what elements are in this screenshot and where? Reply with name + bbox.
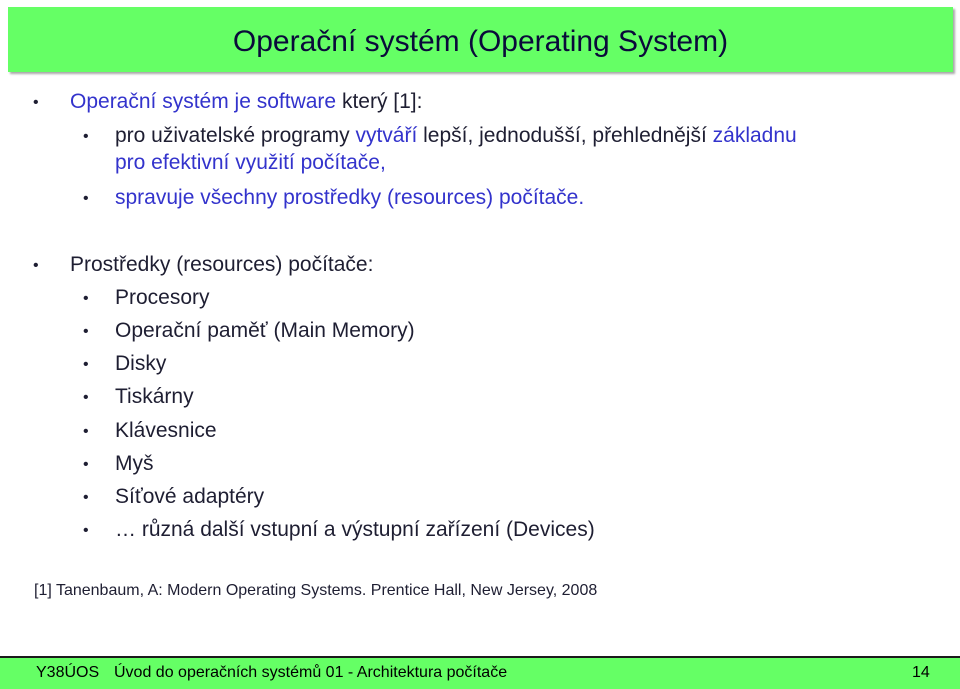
intro-highlight: Operační systém je software	[70, 90, 337, 113]
sub1-text-b: vytváří	[355, 124, 418, 147]
sub1-text-d: základnu	[712, 124, 797, 147]
bullet-dot: •	[83, 290, 89, 307]
resource-item: … různá další vstupní a výstupní zařízení (Devices)	[115, 518, 595, 541]
intro-line	[70, 90, 422, 114]
sub1-text-a: pro uživatelské programy	[115, 124, 356, 147]
bullet-dot: •	[83, 323, 89, 340]
title-bar	[8, 7, 953, 72]
footer-lecture-title: Úvod do operačních systémů 01 - Architektura počítače	[114, 664, 508, 681]
bullet-dot: •	[33, 94, 39, 111]
bullet-dot: •	[83, 389, 89, 406]
footer-page-number: 14	[912, 664, 930, 681]
sub-item-2: spravuje všechny prostředky (resources) počítače.	[115, 186, 585, 209]
footer-course-code: Y38ÚOS	[36, 664, 100, 681]
bullet-dot: •	[83, 356, 89, 373]
bullet-dot: •	[83, 423, 89, 440]
footer-bar	[0, 656, 960, 689]
bullet-dot: •	[83, 489, 89, 506]
intro-rest: který [1]:	[336, 90, 423, 113]
reference-citation: [1] Tanenbaum, A: Modern Operating Systems. Prentice Hall, New Jersey, 2008	[34, 582, 598, 599]
slide-title: Operační systém (Operating System)	[232, 25, 729, 58]
bullet-dot: •	[33, 257, 39, 274]
resource-item: Tiskárny	[115, 385, 194, 408]
bullet-dot: •	[83, 128, 89, 145]
resource-item: Operační paměť (Main Memory)	[115, 319, 415, 342]
sub1-text-c: lepší, jednodušší, přehlednější	[417, 124, 713, 147]
bullet-dot: •	[83, 456, 89, 473]
sub-item-1-line2: pro efektivní využití počítače,	[115, 151, 386, 174]
sub-item-1-line1	[115, 124, 797, 148]
resources-heading: Prostředky (resources) počítače:	[70, 253, 374, 276]
resource-item: Myš	[115, 452, 154, 475]
resource-item: Procesory	[115, 286, 210, 309]
resource-item: Síťové adaptéry	[115, 485, 265, 508]
bullet-dot: •	[83, 522, 89, 539]
bullet-dot: •	[83, 190, 89, 207]
resource-item: Disky	[115, 352, 167, 375]
resource-item: Klávesnice	[115, 419, 217, 442]
